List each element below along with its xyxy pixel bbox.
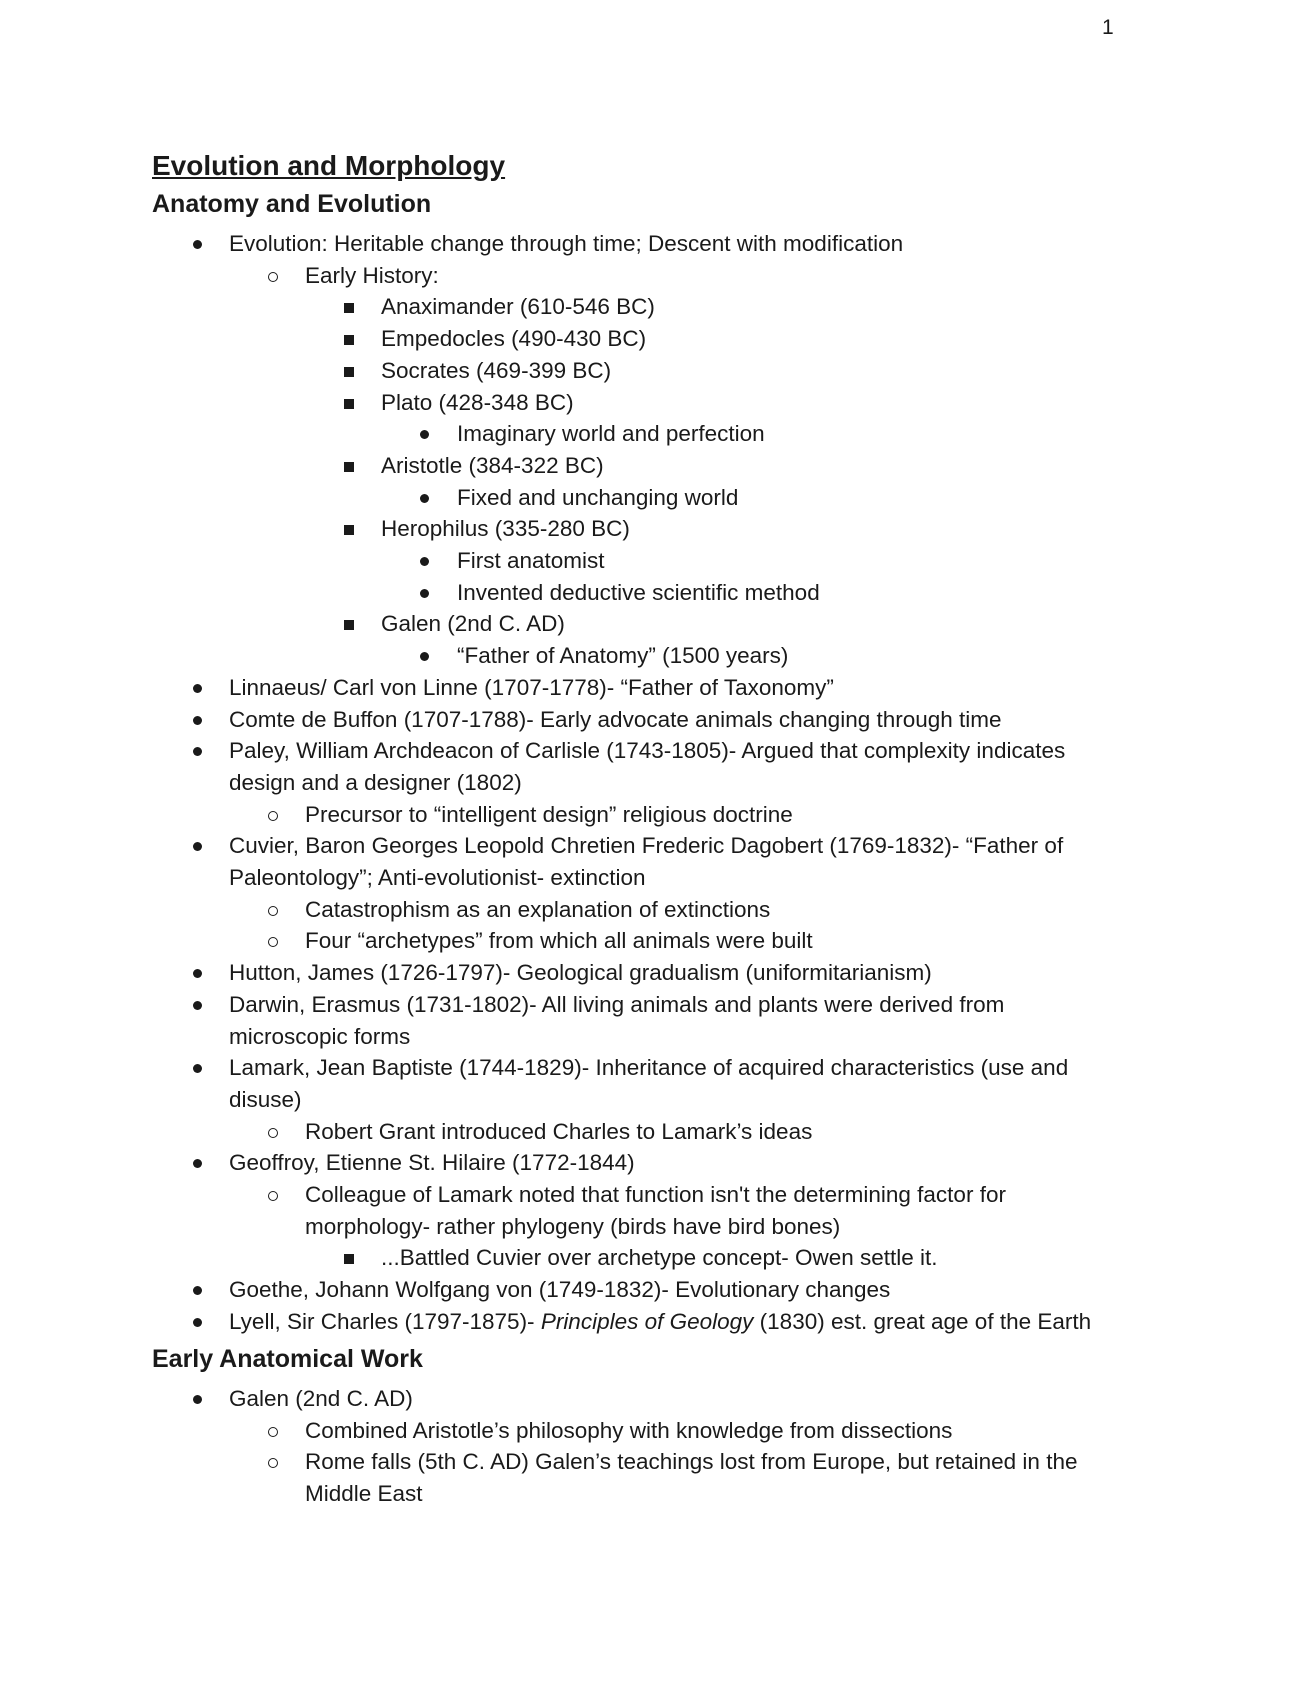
- list-item-text: Plato (428-348 BC): [381, 389, 574, 415]
- list-item: [457, 482, 738, 514]
- list-item-continuation: design and a designer (1802): [229, 769, 522, 795]
- list-item-text: Empedocles (490-430 BC): [381, 326, 647, 352]
- bullet-icon: [420, 652, 429, 661]
- list-item-text: Precursor to “intelligent design” religious doctrine: [305, 801, 793, 827]
- list-item-text: Geoffroy, Etienne St. Hilaire (1772-1844): [229, 1150, 635, 1176]
- document-title: Evolution and Morphology: [152, 150, 506, 181]
- square-bullet-icon: [344, 303, 354, 313]
- square-bullet-icon: [344, 462, 354, 472]
- square-bullet-icon: [344, 335, 354, 345]
- bullet-icon: [193, 240, 202, 249]
- list-item: [229, 989, 1004, 1021]
- list-item-text: Invented deductive scientific method: [457, 579, 820, 605]
- list-item-continuation: Middle East: [305, 1481, 423, 1507]
- bullet-icon: [193, 969, 202, 978]
- hollow-bullet-icon: [268, 811, 278, 821]
- list-item-text: Rome falls (5th C. AD) Galen’s teachings lost from Europe, but retained in the: [305, 1449, 1078, 1475]
- list-item-text: Imaginary world and perfection: [457, 421, 765, 447]
- list-item-text: Comte de Buffon (1707-1788)- Early advocate animals changing through time: [229, 706, 1002, 732]
- hollow-bullet-icon: [268, 1128, 278, 1138]
- list-item: [229, 1306, 1091, 1338]
- list-item-text: Aristotle (384-322 BC): [381, 452, 604, 478]
- list-item-text: First anatomist: [457, 548, 605, 573]
- list-item: [229, 1274, 890, 1306]
- section-heading: Anatomy and Evolution: [152, 190, 432, 218]
- list-item: [229, 957, 932, 989]
- bullet-icon: [193, 716, 202, 725]
- list-item: [305, 260, 439, 292]
- list-item: [229, 1147, 635, 1179]
- hollow-bullet-icon: [268, 906, 278, 916]
- hollow-bullet-icon: [268, 1427, 278, 1437]
- bullet-icon: [193, 684, 202, 693]
- list-item-text: Goethe, Johann Wolfgang von (1749-1832)- Evolutionary changes: [229, 1277, 891, 1303]
- list-item-text: Robert Grant introduced Charles to Lamark’s ideas: [305, 1118, 813, 1144]
- bullet-icon: [420, 494, 429, 503]
- list-item-text: Paley, William Archdeacon of Carlisle (1743-1805)- Argued that complexity indicates: [229, 738, 1066, 764]
- list-item: [381, 387, 574, 419]
- list-item-text: “Father of Anatomy” (1500 years): [457, 643, 789, 669]
- bullet-icon: [193, 1318, 202, 1327]
- list-item-text: Evolution: Heritable change through time; Descent with modification: [229, 231, 904, 256]
- list-item-text: Galen (2nd C. AD): [229, 1386, 413, 1411]
- bullet-icon: [193, 842, 202, 851]
- list-item: [229, 735, 1065, 767]
- list-item-text: Anaximander (610-546 BC): [381, 294, 655, 320]
- list-item: [229, 830, 1063, 862]
- square-bullet-icon: [344, 1254, 354, 1264]
- hollow-bullet-icon: [268, 1191, 278, 1201]
- hollow-bullet-icon: [268, 272, 278, 282]
- list-item-text: Cuvier, Baron Georges Leopold Chretien Frederic Dagobert (1769-1832)- “Father of: [229, 833, 1064, 859]
- list-item: [305, 894, 770, 926]
- list-item: [305, 1446, 1077, 1478]
- hollow-bullet-icon: [268, 937, 278, 947]
- list-item: [381, 323, 646, 355]
- bullet-icon: [420, 557, 429, 566]
- list-item: [305, 1179, 1006, 1211]
- list-item-text: ...Battled Cuvier over archetype concept- Owen settle it.: [381, 1245, 938, 1271]
- square-bullet-icon: [344, 620, 354, 630]
- page-number: 1: [1102, 16, 1114, 39]
- list-item-text: Fixed and unchanging world: [457, 484, 739, 510]
- list-item-text: Combined Aristotle’s philosophy with knowledge from dissections: [305, 1417, 953, 1443]
- list-item-continuation: Paleontology”; Anti-evolutionist- extinction: [229, 865, 646, 890]
- list-item-text: Colleague of Lamark noted that function isn't the determining factor for: [305, 1182, 1006, 1207]
- list-item-text: Darwin, Erasmus (1731-1802)- All living animals and plants were derived from: [229, 991, 1005, 1017]
- list-item-text: Linnaeus/ Carl von Linne (1707-1778)- “Father of Taxonomy”: [229, 674, 834, 700]
- bullet-icon: [193, 1286, 202, 1295]
- book-title: Principles of Geology: [540, 1308, 754, 1334]
- list-item-text: Hutton, James (1726-1797)- Geological gradualism (uniformitarianism): [229, 960, 932, 986]
- list-item: [381, 513, 630, 545]
- list-item-text: Socrates (469-399 BC): [381, 357, 612, 383]
- list-item-text-after: (1830) est. great age of the Earth: [753, 1308, 1092, 1334]
- list-item: [381, 450, 604, 482]
- list-item: [305, 799, 793, 831]
- list-item: [381, 1242, 938, 1274]
- square-bullet-icon: [344, 367, 354, 377]
- list-item: [229, 1052, 1068, 1084]
- list-item-text: Herophilus (335-280 BC): [381, 516, 630, 542]
- square-bullet-icon: [344, 399, 354, 409]
- list-item: [457, 577, 820, 609]
- list-item: [381, 291, 655, 323]
- bullet-icon: [193, 1001, 202, 1010]
- list-item-text: Lamark, Jean Baptiste (1744-1829)- Inheritance of acquired characteristics (use and: [229, 1055, 1069, 1081]
- list-item: [457, 640, 788, 672]
- square-bullet-icon: [344, 525, 354, 535]
- list-item-text: Early History:: [305, 262, 439, 288]
- section-heading: Early Anatomical Work: [152, 1345, 423, 1373]
- list-item: [381, 355, 611, 387]
- list-item-text: Four “archetypes” from which all animals were built: [305, 928, 813, 954]
- list-item: [229, 704, 1002, 736]
- list-item-continuation: microscopic forms: [229, 1023, 411, 1049]
- list-item-text: Catastrophism as an explanation of extinctions: [305, 896, 771, 922]
- list-item: [305, 1116, 812, 1148]
- list-item: [305, 1415, 952, 1447]
- list-item-text: Lyell, Sir Charles (1797-1875)-: [229, 1308, 541, 1334]
- list-item: [457, 545, 605, 577]
- bullet-icon: [193, 1395, 202, 1404]
- bullet-icon: [193, 747, 202, 756]
- bullet-icon: [420, 589, 429, 598]
- list-item-continuation: morphology- rather phylogeny (birds have bird bones): [305, 1213, 841, 1239]
- list-item-text: Galen (2nd C. AD): [381, 611, 565, 637]
- bullet-icon: [420, 430, 429, 439]
- bullet-icon: [193, 1159, 202, 1168]
- list-item: [229, 228, 903, 260]
- bullet-icon: [193, 1064, 202, 1073]
- hollow-bullet-icon: [268, 1458, 278, 1468]
- list-item: [457, 418, 765, 450]
- list-item: [381, 608, 565, 640]
- list-item: [305, 925, 813, 957]
- list-item: [229, 1383, 413, 1415]
- list-item: [229, 672, 834, 704]
- list-item-continuation: disuse): [229, 1086, 302, 1112]
